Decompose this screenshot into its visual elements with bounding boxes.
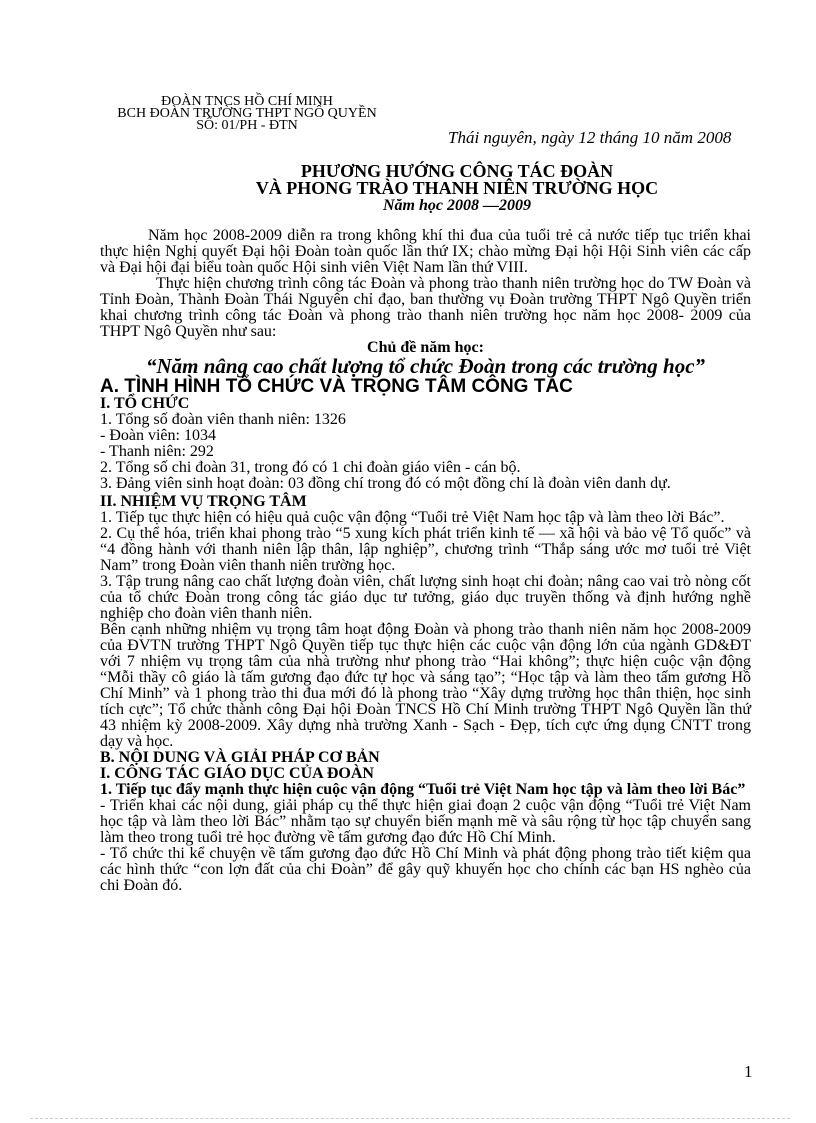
list-item: - Đoàn viên: 1034 — [100, 427, 216, 444]
list-item: Bên cạnh những nhiệm vụ trọng tâm hoạt động Đoàn và phong trào thanh niên năm học 2008-2009 của ĐVTN trường THPT Ngô Quyền tiếp tục thực hiện các cuộc vận động lớn của ngành GD&ĐT với 7 nhiệm vụ trọng tâm của nhà trường như phong trào “Hai không”; thực hiện cuộc vận động “Mỗi thầy cô giáo là tấm gương đạo đức tự học và sáng tạo”; “Học tập và làm theo tấm gương Hồ Chí Minh” và 1 phong trào thi đua mới đó là phong trào “Xây dựng trường học thân thiện, học sinh tích cực”; Tổ chức thành công Đại hội Đoàn TNCS Hồ Chí Minh trường THPT Ngô Quyền lần thứ 43 nhiệm kỳ 2008-2009. Xây dựng nhà trường Xanh - Sạch - Đẹp, tích cực ứng dụng CNTT trong dạy và học. — [100, 621, 751, 750]
section-b-i-heading: I. CÔNG TÁC GIÁO DỤC CỦA ĐOÀN — [100, 765, 374, 782]
section-b-heading: B. NỘI DUNG VÀ GIẢI PHÁP CƠ BẢN — [100, 749, 380, 766]
list-item: 1. Tổng số đoàn viên thanh niên: 1326 — [100, 411, 346, 428]
page-number: 1 — [744, 1062, 753, 1081]
section-a-heading: A. TÌNH HÌNH TỔ CHỨC VÀ TRỌNG TÂM CÔNG TÁC — [100, 376, 573, 397]
title-line-1: PHƯƠNG HƯỚNG CÔNG TÁC ĐOÀN — [300, 161, 614, 181]
list-item: - Triển khai các nội dung, giải pháp cụ thể thực hiện giai đoạn 2 cuộc vận động “Tuổi trẻ Việt Nam học tập và làm theo lời Bác” nhằm tạo sự chuyển biến mạnh mẽ và sâu rộng từ học tập chuyển sang làm theo trong tuổi trẻ học đường về tấm gương đạo đức Hồ Chí Minh. — [100, 797, 751, 846]
intro-paragraph-1: Năm học 2008-2009 diễn ra trong không khí thi đua của tuổi trẻ cả nước tiếp tục triển khai thực hiện Nghị quyết Đại hội Đoàn toàn quốc lần thứ IX; chào mừng Đại hội Hội Sinh viên các cấp và Đại hội đại biểu toàn quốc Hội sinh viên Việt Nam lần thứ VIII. — [100, 227, 751, 276]
page-bottom-divider — [30, 1118, 790, 1119]
list-item: - Thanh niên: 292 — [100, 443, 214, 460]
document-body — [100, 228, 751, 894]
org-line-2: BCH ĐOÀN TRƯỜNG THPT NGÔ QUYỀN — [117, 106, 377, 121]
list-item: - Tổ chức thi kể chuyện về tấm gương đạo đức Hồ Chí Minh và phát động phong trào tiết kiệm qua các hình thức “con lợn đất của chi Đoàn” để gây quỹ khuyến học cho chính các bạn HS nghèo của chi Đoàn đó. — [100, 845, 751, 894]
list-item: 1. Tiếp tục thực hiện có hiệu quả cuộc vận động “Tuổi trẻ Việt Nam học tập và làm theo lời Bác”. — [100, 509, 725, 526]
title-line-2: VÀ PHONG TRÀO THANH NIÊN TRƯỜNG HỌC — [255, 178, 659, 198]
intro-paragraph-2: Thực hiện chương trình công tác Đoàn và phong trào thanh niên trường học do TW Đoàn và Tỉnh Đoàn, Thành Đoàn Thái Nguyên chỉ đạo, ban thường vụ Đoàn trường THPT Ngô Quyền triển khai chương trình công tác Đoàn và phong trào thanh niên trường học năm học 2008- 2009 của THPT Ngô Quyền như sau: — [100, 275, 751, 340]
section-a-i-heading: I. TỔ CHỨC — [100, 395, 190, 412]
list-item: 2. Tổng số chi đoàn 31, trong đó có 1 chi đoàn giáo viên - cán bộ. — [100, 459, 521, 476]
document-title — [100, 163, 814, 214]
list-item: 3. Đảng viên sinh hoạt đoàn: 03 đồng chí trong đó có một đồng chí là đoàn viên danh dự. — [100, 475, 671, 492]
title-school-year: Năm học 2008 —2009 — [383, 197, 531, 214]
school-year-theme: “Năm nâng cao chất lượng tổ chức Đoàn trong các trường học” — [145, 354, 706, 378]
org-line-1: ĐOÀN TNCS HỒ CHÍ MINH — [161, 94, 333, 109]
place-date: Thái nguyên, ngày 12 tháng 10 năm 2008 — [448, 128, 732, 147]
list-item: 3. Tập trung nâng cao chất lượng đoàn viên, chất lượng sinh hoạt chi đoàn; nâng cao vai trò nòng cốt của tổ chức Đoàn trong công tác giáo dục tư tưởng, giáo dục truyền thống và định hướng nghề nghiệp cho đoàn viên thanh niên. — [100, 573, 751, 622]
theme-label: Chủ đề năm học: — [367, 339, 484, 356]
organization-header — [100, 96, 394, 132]
list-item: 2. Cụ thể hóa, triển khai phong trào “5 xung kích phát triển kinh tế — xã hội và bảo vệ Tổ quốc” và “4 đồng hành với thanh niên lập thân, lập nghiệp”, chương trình “Thắp sáng ước mơ tuổi trẻ Việt Nam” trong Đoàn viên thanh niên trường học. — [100, 525, 751, 574]
org-line-3: SỐ: 01/PH - ĐTN — [196, 118, 298, 133]
section-b-sub1-heading: 1. Tiếp tục đẩy mạnh thực hiện cuộc vận động “Tuổi trẻ Việt Nam học tập và làm theo lời Bác” — [100, 781, 746, 798]
section-a-ii-heading: II. NHIỆM VỤ TRỌNG TÂM — [100, 493, 307, 510]
